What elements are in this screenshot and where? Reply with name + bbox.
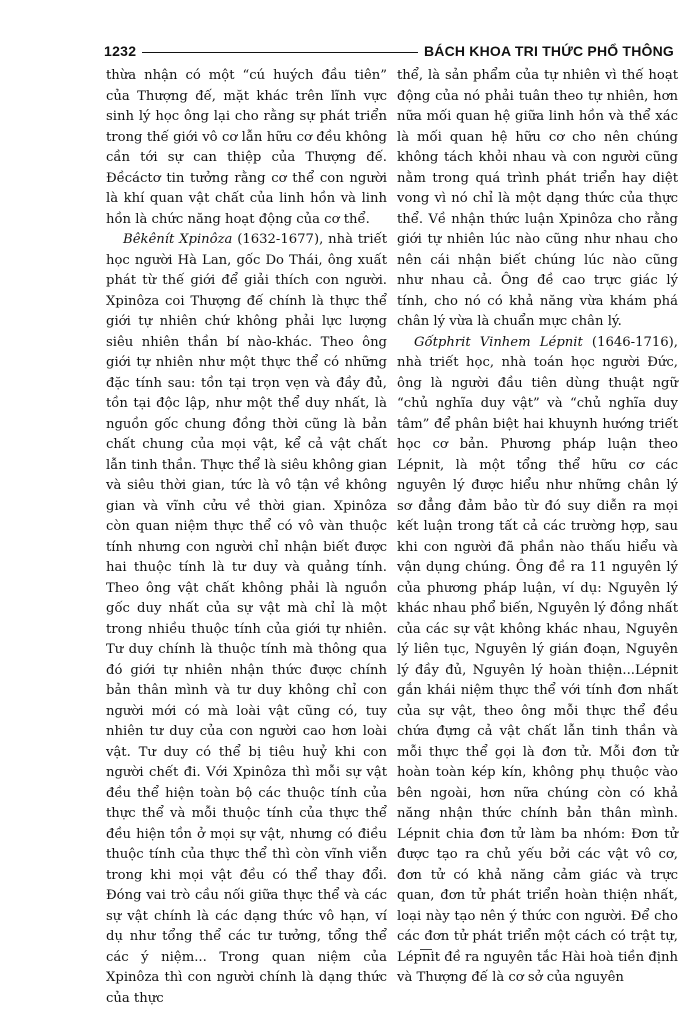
right-column (397, 66, 678, 989)
header-rule (142, 52, 418, 53)
paragraph-descartes-continued: thừa nhận có một “cú huých đầu tiên” của Thượng đế, mặt khác trên lĩnh vực sinh lý học ông lại cho rằng sự phát triển trong thế giới vô cơ lẫn hữu cơ đều không cần tới sự can thiệp của Thượng đế. Đềcáctơ tin tưởng rằng cơ thể con người là khí quan vật chất của linh hồn và linh hồn là chức năng hoạt động của cơ thể. (106, 68, 387, 227)
page-number: 1232 (104, 43, 137, 59)
paragraph-spinoza (106, 230, 387, 1009)
paragraph-spinoza-continued: thể, là sản phẩm của tự nhiên vì thế hoạt động của nó phải tuân theo tự nhiên, hơn nữa mối quan hệ giữa linh hồn và thể xác là mối quan hệ hữu cơ cho nên chúng không tách khỏi nhau và con người cũng nằm trong quá trình phát triển hay diệt vong vì nó chỉ là một dạng thức của thực thể. Về nhận thức luận Xpinôza cho rằng giới tự nhiên lúc nào cũng như nhau cho nên cái nhận biết chúng lúc nào cũng như nhau cả. Ông đề cao trực giác lý tính, cho nó có khả năng vừa khám phá chân lý vừa là chuẩn mực chân lý. (397, 68, 678, 329)
paragraph-spinoza-text: (1632-1677), nhà triết học người Hà Lan, gốc Do Thái, ông xuất phát từ thế giới để giải thích con người. Xpinôza coi Thượng đế chính là thực thể giới tự nhiên chứ không phải lực lượng siêu nhiên thần bí nào-khác. Theo ông giới tự nhiên như một thực thể có những đặc tính sau: tồn tại trọn vẹn và đầy đủ, tồn tại độc lập, như một thể duy nhất, là nguồn gốc chung đồng thời cũng là bản chất chung của mọi vật, kể cả vật chất lẫn tinh thần. Thực thể là siêu không gian và siêu thời gian, tức là vô tận về không gian và vĩnh cửu về thời gian. Xpinôza còn quan niệm thực thể có vô vàn thuộc tính nhưng con người chỉ nhận biết được hai thuộc tính là tư duy và quảng tính. Theo ông vật chất không phải là nguồn gốc duy nhất của sự vật mà chỉ là một trong nhiều thuộc tính của giới tự nhiên. Tư duy chính là thuộc tính mà thông qua đó giới tự nhiên nhận thức được chính bản thân mình và tư duy không chỉ con người mới có mà loài vật cũng có, tuy nhiên tư duy của con người cao hơn loài vật. Tư duy có thể bị tiêu huỷ khi con người chết đi. Với Xpinôza thì mỗi sự vật đều thể hiện toàn bộ các thuộc tính của thực thể và mỗi thuộc tính của thực thể đều hiện tồn ở mọi sự vật, nhưng có điều thuộc tính của thực thể thì còn vĩnh viễn trong khi mọi vật đều có thể thay đổi. Đóng vai trò cầu nối giữa thực thể và các sự vật chính là các dạng thức vô hạn, ví dụ như tổng thể các tư tưởng, tổng thể các ý niệm... Trong quan niệm của Xpinôza thì con người chính là dạng thức của thực (106, 232, 387, 1006)
page-header (104, 40, 674, 62)
running-title: BÁCH KHOA TRI THỨC PHỔ THÔNG (423, 43, 674, 59)
person-name-leibniz: Gốtphrit Vinhem Lépnit (414, 334, 583, 350)
paragraph-leibniz (397, 333, 678, 989)
left-column (106, 66, 387, 1009)
page-footer-mark (420, 949, 432, 950)
paragraph-leibniz-text: (1646-1716), nhà triết học, nhà toán học người Đức, ông là người đầu tiên dùng thuật ngữ “chủ nghĩa duy vật” và “chủ nghĩa duy tâm” để phân biệt hai khuynh hướng triết học cơ bản. Phương pháp luận theo Lépnit, là một tổng thể hữu cơ các nguyên lý được hiểu như những chân lý sơ đẳng đảm bảo từ đó suy diễn ra mọi kết luận trong tất cả các trường hợp, sau khi con người đã phần nào thấu hiểu và vận dụng chúng. Ông đề ra 11 nguyên lý của phương pháp luận, ví dụ: Nguyên lý khác nhau phổ biến, Nguyên lý đồng nhất của các sự vật không khác nhau, Nguyên lý liên tục, Nguyên lý gián đoạn, Nguyên lý đầy đủ, Nguyên lý hoàn thiện...Lépnit gắn khái niệm thực thể với tính đơn nhất của sự vật, theo ông mỗi thực thể đều chứa đựng cả vật chất lẫn tinh thần và mỗi thực thể gọi là đơn tử. Mỗi đơn tử hoàn toàn kép kín, không phụ thuộc vào bên ngoài, hơn nữa chúng còn có khả năng nhận thức chính bản thân mình. Lépnit chia đơn tử làm ba nhóm: Đơn tử được tạo ra chủ yếu bởi các vật vô cơ, đơn tử có khả năng cảm giác và trực quan, đơn tử phát triển hoàn thiện nhất, loại này tạo nên ý thức con người. Để cho các đơn tử phát triển một cách có trật tự, Lépnit đề ra nguyên tắc Hài hoà tiền định và Thượng đế là cơ sở của nguyên (397, 334, 678, 985)
person-name-spinoza: Bêkênít Xpinôza (123, 232, 233, 247)
